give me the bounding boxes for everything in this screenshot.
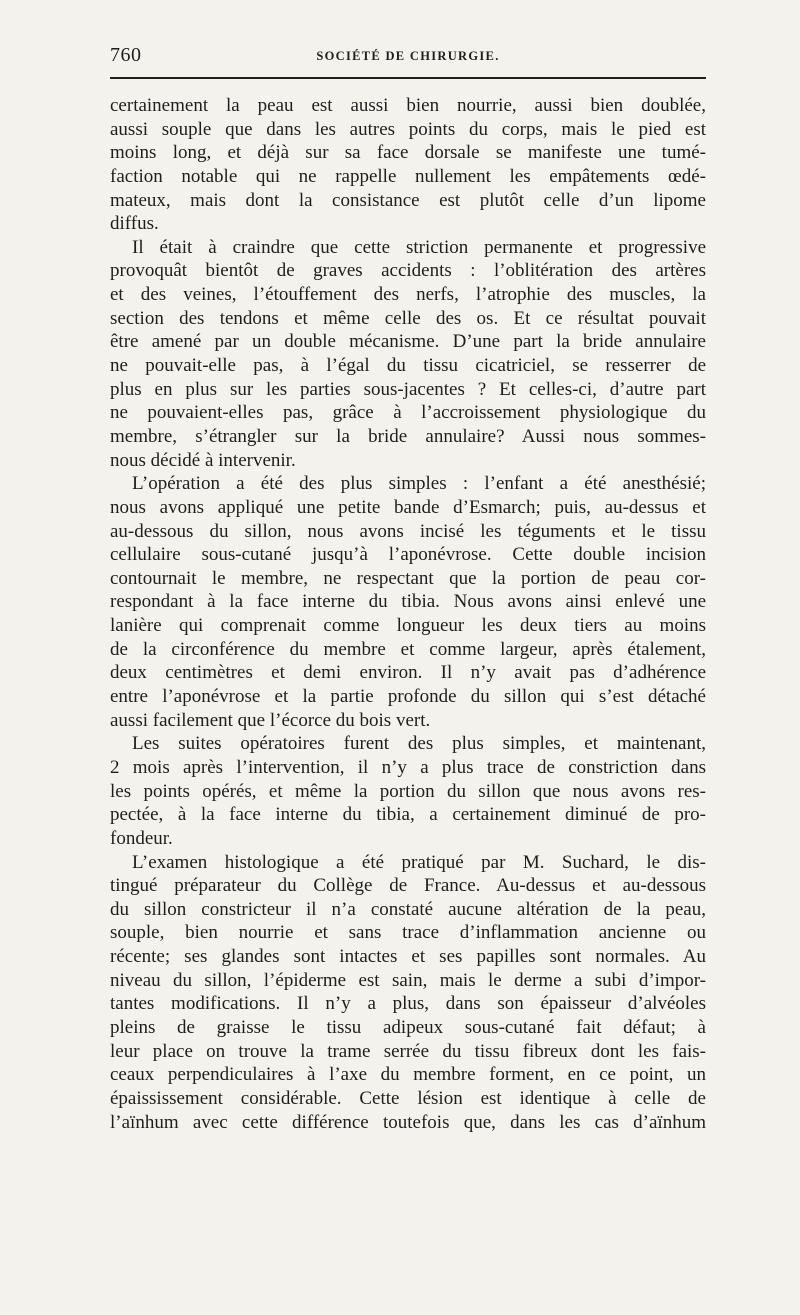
text-line: de la circonférence du membre et comme largeur, après étalement, — [110, 638, 706, 660]
text-line: diffus. — [110, 213, 159, 235]
running-title: SOCIÉTÉ DE CHIRURGIE. — [316, 49, 500, 63]
text-line: tantes modifications. Il n’y a plus, dans son épaisseur d’alvéoles — [110, 993, 706, 1015]
text-line: épaississement considérable. Cette lésion est identique à celle de — [110, 1087, 706, 1109]
text-line: provoquât bientôt de graves accidents : l’oblitération des artères — [110, 260, 706, 282]
paragraph — [110, 94, 706, 236]
text-line: au-dessous du sillon, nous avons incisé les téguments et le tissu — [110, 520, 706, 542]
text-line: section des tendons et même celle des os. Et ce résultat pouvait — [110, 307, 706, 329]
text-line: ne pouvaient-elles pas, grâce à l’accroissement physiologique du — [110, 402, 706, 424]
text-line: L’examen histologique a été pratiqué par M. Suchard, le dis- — [132, 851, 706, 873]
text-line: contournait le membre, ne respectant que la portion de peau cor- — [110, 567, 706, 589]
text-line: cellulaire sous-cutané jusqu’à l’aponévrose. Cette double incision — [110, 544, 706, 566]
text-line: Les suites opératoires furent des plus simples, et maintenant, — [132, 733, 706, 755]
page-number: 760 — [110, 44, 142, 66]
paragraph — [110, 236, 706, 472]
text-line: plus en plus sur les parties sous-jacentes ? Et celles-ci, d’autre part — [110, 378, 706, 400]
header-rule — [110, 77, 706, 79]
text-line: les points opérés, et même la portion du sillon que nous avons res- — [110, 780, 706, 802]
body-text — [110, 94, 706, 1134]
text-line: aussi facilement que l’écorce du bois vert. — [110, 709, 431, 731]
text-line: ceaux perpendiculaires à l’axe du membre forment, en ce point, un — [110, 1064, 706, 1086]
paragraph — [110, 851, 706, 1135]
paragraph — [110, 472, 706, 732]
text-line: respondant à la face interne du tibia. Nous avons ainsi enlevé une — [110, 591, 706, 613]
text-line: Il était à craindre que cette striction permanente et progressive — [132, 236, 706, 258]
text-line: L’opération a été des plus simples : l’enfant a été anesthésié; — [132, 473, 706, 495]
text-line: tingué préparateur du Collège de France. Au-dessus et au-dessous — [110, 875, 706, 897]
text-line: pleins de graisse le tissu adipeux sous-cutané fait défaut; à — [110, 1016, 706, 1038]
text-line: entre l’aponévrose et la partie profonde du sillon qui s’est détaché — [110, 686, 706, 708]
text-line: faction notable qui ne rappelle nullement les empâtements œdé- — [110, 165, 706, 187]
text-line: 2 mois après l’intervention, il n’y a plus trace de constriction dans — [110, 756, 706, 778]
text-line: aussi souple que dans les autres points du corps, mais le pied est — [110, 118, 706, 140]
text-line: mateux, mais dont la consistance est plutôt celle d’un lipome — [110, 189, 706, 211]
text-line: niveau du sillon, l’épiderme est sain, mais le derme a subi d’impor- — [110, 969, 706, 991]
text-line: membre, s’étrangler sur la bride annulaire? Aussi nous sommes- — [110, 425, 706, 447]
text-line: être amené par un double mécanisme. D’une part la bride annulaire — [110, 331, 706, 353]
text-line: souple, bien nourrie et sans trace d’inflammation ancienne ou — [110, 922, 706, 944]
text-line: récente; ses glandes sont intactes et ses papilles sont normales. Au — [110, 946, 706, 968]
text-line: l’aïnhum avec cette différence toutefois que, dans les cas d’aïnhum — [110, 1111, 706, 1133]
text-line: et des veines, l’étouffement des nerfs, l’atrophie des muscles, la — [110, 284, 706, 306]
text-line: deux centimètres et demi environ. Il n’y avait pas d’adhérence — [110, 662, 706, 684]
text-line: leur place on trouve la trame serrée du tissu fibreux dont les fais- — [110, 1040, 706, 1062]
page-header — [110, 44, 706, 72]
text-line: nous décidé à intervenir. — [110, 449, 296, 471]
text-line: fondeur. — [110, 827, 173, 849]
text-line: lanière qui comprenait comme longueur les deux tiers au moins — [110, 615, 706, 637]
text-line: moins long, et déjà sur sa face dorsale se manifeste une tumé- — [110, 142, 706, 164]
text-line: du sillon constricteur il n’a constaté aucune altération de la peau, — [110, 898, 706, 920]
paragraph — [110, 732, 706, 850]
text-line: certainement la peau est aussi bien nourrie, aussi bien doublée, — [110, 95, 706, 116]
text-line: nous avons appliqué une petite bande d’Esmarch; puis, au-dessus et — [110, 496, 706, 518]
text-line: ne pouvait-elle pas, à l’égal du tissu cicatriciel, se resserrer de — [110, 355, 706, 377]
text-line: pectée, à la face interne du tibia, a certainement diminué de pro- — [110, 804, 706, 826]
